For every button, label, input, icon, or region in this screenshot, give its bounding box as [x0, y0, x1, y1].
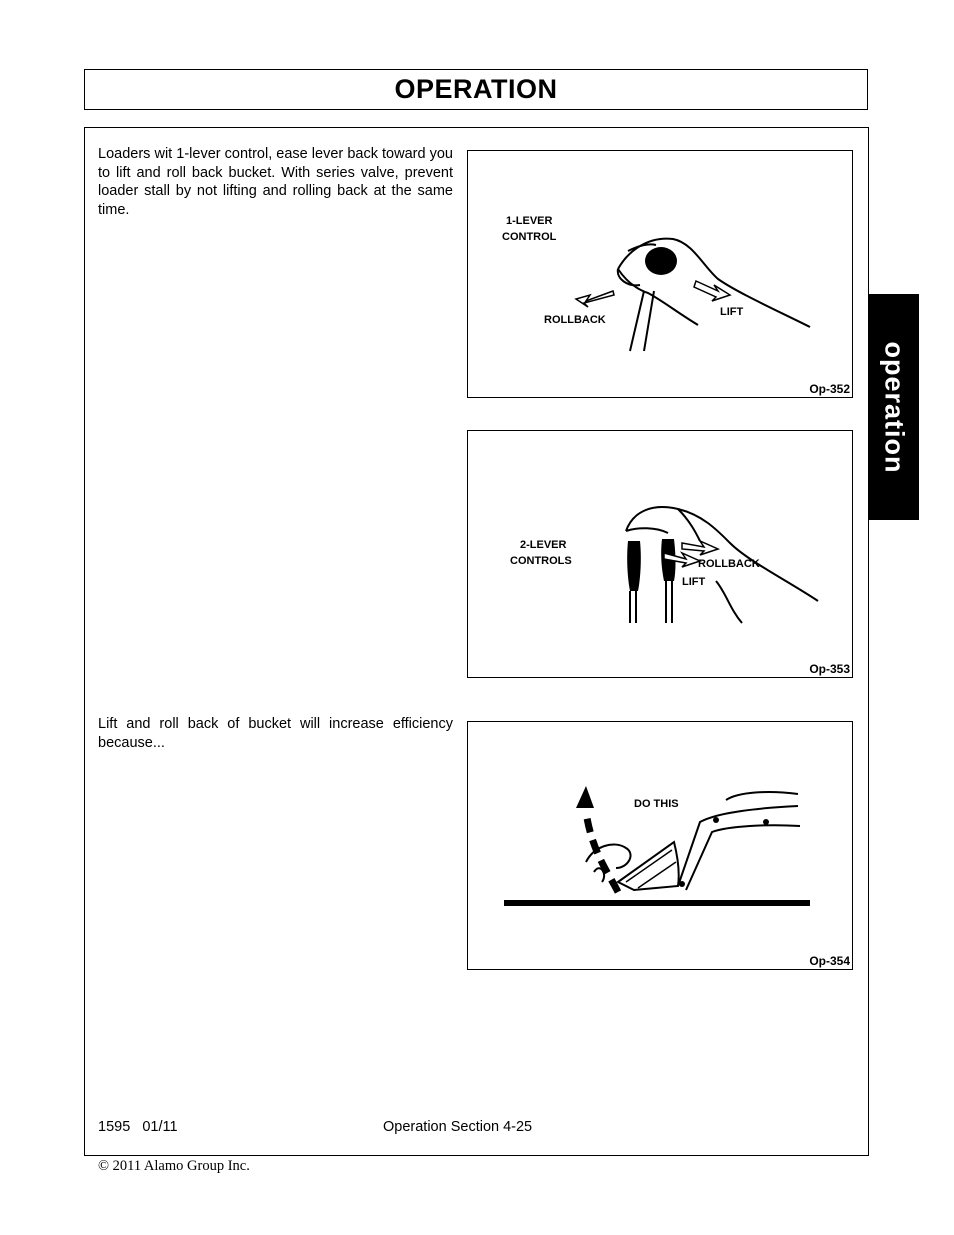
figure-label: LIFT — [682, 576, 706, 588]
figure-label: 2-LEVER — [520, 539, 567, 551]
footer-section: Operation Section 4-25 — [383, 1119, 533, 1135]
figure-id: Op-352 — [809, 382, 850, 396]
figure-id: Op-353 — [809, 662, 850, 676]
footer-model-date — [98, 1119, 178, 1135]
one-lever-illustration — [468, 151, 854, 399]
figure-label: CONTROL — [502, 231, 557, 243]
two-lever-illustration — [468, 431, 854, 679]
figure-label: ROLLBACK — [698, 558, 760, 570]
figure-label: 1-LEVER — [506, 215, 553, 227]
figure-label: DO THIS — [634, 798, 679, 810]
figure-label: LIFT — [720, 306, 744, 318]
side-tab-label: operation — [879, 340, 910, 474]
figure-id: Op-354 — [809, 954, 850, 968]
paragraph-efficiency: Lift and roll back of bucket will increase efficiency because... — [98, 716, 453, 751]
footer-model-date-text: 1595 01/11 — [98, 1119, 178, 1135]
paragraph-lever-control: Loaders wit 1-lever control, ease lever back toward you to lift and roll back bucket. With series valve, prevent loader stall by not lifting and rolling back at the same time. — [98, 146, 453, 218]
header-box — [84, 69, 868, 110]
page-title: OPERATION — [394, 74, 558, 104]
figure-label: CONTROLS — [510, 555, 572, 567]
figure-op-352 — [467, 150, 853, 398]
figure-op-353 — [467, 430, 853, 678]
figure-op-354 — [467, 721, 853, 970]
section-side-tab — [869, 294, 919, 520]
figure-label: ROLLBACK — [544, 314, 606, 326]
copyright: © 2011 Alamo Group Inc. — [98, 1158, 250, 1174]
bucket-rollback-illustration — [468, 722, 854, 971]
